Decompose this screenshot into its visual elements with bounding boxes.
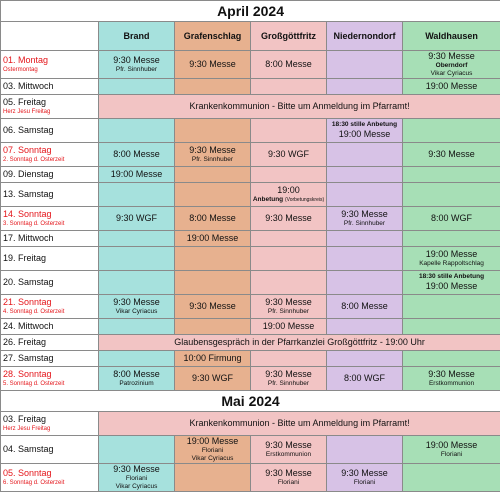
event-cell: [175, 367, 251, 391]
event-time: 8:00 Messe: [113, 149, 160, 159]
date-label: 26. Freitag: [3, 337, 47, 347]
date-cell: [1, 119, 99, 143]
date-label: 04. Samstag: [3, 444, 54, 454]
notice-cell: Glaubensgespräch in der Pfarrkanzlei Großgöttfritz - 19:00 Uhr: [99, 335, 500, 351]
event-note: Kapelle Rappoltschlag: [419, 260, 484, 267]
event-time: 9:30 WGF: [267, 149, 309, 159]
event-cell: [251, 436, 327, 464]
event-cell: [175, 351, 251, 367]
day-row: [1, 247, 500, 271]
day-row: [1, 367, 500, 391]
event-note: Vikar Cyriacus: [191, 455, 234, 462]
event-cell: [175, 143, 251, 167]
date-label: 19. Freitag: [3, 253, 47, 263]
date-label: 03. Mittwoch: [3, 81, 54, 91]
event-cell: [251, 143, 327, 167]
event-cell: [175, 436, 251, 464]
event-time: 9:30 Messe: [265, 297, 312, 307]
event-cell: [99, 183, 175, 207]
day-row: [1, 335, 500, 351]
event-cell: [99, 295, 175, 319]
event-cell: [99, 271, 175, 295]
schedule-body: [1, 1, 500, 492]
event-note: Pfr. Sinnhuber: [115, 66, 158, 73]
event-time: 19:00 Messe: [425, 281, 478, 291]
column-header: Brand: [99, 22, 175, 51]
date-sublabel: 3. Sonntag d. Osterzeit: [3, 221, 65, 227]
event-cell: [251, 247, 327, 271]
event-time: 19:00 Messe: [425, 249, 478, 259]
day-row: [1, 436, 500, 464]
event-cell: [327, 143, 403, 167]
event-time: 8:00 WGF: [431, 213, 473, 223]
event-cell: [175, 247, 251, 271]
date-label: 24. Mittwoch: [3, 321, 54, 331]
event-note: Pfr. Sinnhuber: [191, 156, 234, 163]
event-cell: [403, 143, 500, 167]
event-note: Vikar Cyriacus: [115, 308, 158, 315]
event-time: 9:30 Messe: [265, 468, 312, 478]
event-cell: [327, 351, 403, 367]
event-cell: [327, 207, 403, 231]
month-title: April 2024: [1, 1, 500, 22]
header-blank: [1, 22, 99, 51]
day-row: [1, 95, 500, 119]
day-row: [1, 51, 500, 79]
event-note: Floriani: [201, 447, 224, 454]
event-cell: [327, 167, 403, 183]
date-cell: [1, 231, 99, 247]
day-row: [1, 79, 500, 95]
date-label: 06. Samstag: [3, 125, 54, 135]
event-time: 19:00 Messe: [425, 440, 478, 450]
event-cell: [403, 319, 500, 335]
event-cell: [327, 183, 403, 207]
date-cell: [1, 143, 99, 167]
event-cell: [327, 119, 403, 143]
date-cell: [1, 207, 99, 231]
event-cell: [251, 231, 327, 247]
event-note: Vikar Cyriacus: [430, 70, 473, 77]
event-cell: [403, 51, 500, 79]
event-location-text: Anbetung: [252, 196, 284, 203]
event-cell: [403, 167, 500, 183]
event-cell: [327, 271, 403, 295]
event-cell: [99, 207, 175, 231]
event-time: 19:00 Messe: [425, 81, 478, 91]
event-time: 9:30 Messe: [113, 297, 160, 307]
date-sublabel: 4. Sonntag d. Osterzeit: [3, 309, 65, 315]
event-cell: [251, 119, 327, 143]
event-cell: [99, 247, 175, 271]
event-cell: [327, 247, 403, 271]
event-cell: [251, 79, 327, 95]
header-row: [1, 22, 500, 51]
event-cell: [99, 143, 175, 167]
event-cell: [99, 464, 175, 492]
event-cell: [175, 79, 251, 95]
event-time: 19:00 Messe: [110, 169, 163, 179]
date-cell: [1, 167, 99, 183]
event-location: [403, 62, 500, 70]
event-cell: [99, 367, 175, 391]
event-note: Pfr. Sinnhuber: [267, 308, 310, 315]
day-row: [1, 183, 500, 207]
day-row: [1, 412, 500, 436]
event-cell: [403, 119, 500, 143]
event-time: 10:00 Firmung: [183, 353, 242, 363]
event-cell: [251, 183, 327, 207]
event-time: 9:30 Messe: [189, 59, 236, 69]
event-note: Floriani: [440, 451, 463, 458]
event-cell: [175, 183, 251, 207]
event-cell: [251, 167, 327, 183]
event-time: 9:30 Messe: [428, 369, 475, 379]
event-cell: [403, 367, 500, 391]
event-cell: [251, 207, 327, 231]
date-cell: [1, 183, 99, 207]
event-note: Erstkommunion: [265, 451, 312, 458]
event-cell: [251, 295, 327, 319]
event-cell: [327, 367, 403, 391]
event-cell: [99, 351, 175, 367]
event-note: Vikar Cyriacus: [115, 483, 158, 490]
event-time: 8:00 WGF: [343, 373, 385, 383]
event-time: 9:30 Messe: [189, 301, 236, 311]
event-cell: [251, 271, 327, 295]
date-label: 03. Freitag: [3, 414, 47, 424]
event-note: Pfr. Sinnhuber: [267, 380, 310, 387]
event-cell: [327, 231, 403, 247]
event-time: 8:00 Messe: [113, 369, 160, 379]
date-cell: [1, 412, 99, 436]
event-time: 9:30 Messe: [341, 468, 388, 478]
notice-cell: Krankenkommunion - Bitte um Anmeldung im Pfarramt!: [99, 95, 500, 119]
event-cell: [175, 271, 251, 295]
date-label: 05. Freitag: [3, 97, 47, 107]
date-sublabel: 6. Sonntag d. Osterzeit: [3, 480, 65, 486]
event-cell: [99, 436, 175, 464]
date-label: 09. Dienstag: [3, 169, 54, 179]
event-cell: [403, 436, 500, 464]
event-time: 9:30 Messe: [113, 464, 160, 474]
event-cell: [251, 367, 327, 391]
event-note: Floriani: [353, 479, 376, 486]
date-cell: [1, 367, 99, 391]
date-label: 20. Samstag: [3, 277, 54, 287]
event-pre: 18:30 stille Anbetung: [418, 273, 485, 280]
column-header: Waldhausen: [403, 22, 500, 51]
event-time: 9:30 Messe: [428, 149, 475, 159]
day-row: [1, 143, 500, 167]
date-sublabel: Herz Jesu Freitag: [3, 426, 51, 432]
date-label: 01. Montag: [3, 55, 49, 65]
event-pre: 18:30 stille Anbetung: [331, 121, 398, 128]
event-cell: [175, 119, 251, 143]
day-row: [1, 271, 500, 295]
event-cell: [175, 207, 251, 231]
event-cell: [99, 167, 175, 183]
event-cell: [175, 295, 251, 319]
event-time: 19:00 Messe: [186, 233, 239, 243]
date-sublabel: Ostermontag: [3, 67, 38, 73]
event-cell: [327, 436, 403, 464]
event-cell: [99, 231, 175, 247]
date-cell: [1, 95, 99, 119]
month-row: [1, 391, 500, 412]
date-cell: [1, 319, 99, 335]
event-time: 19:00: [277, 185, 300, 195]
date-sublabel: 5. Sonntag d. Osterzeit: [3, 381, 65, 387]
event-location-text: Oberndorf: [435, 62, 468, 69]
day-row: [1, 295, 500, 319]
event-cell: [251, 464, 327, 492]
event-time: 9:30 Messe: [265, 440, 312, 450]
event-cell: [327, 295, 403, 319]
date-cell: [1, 51, 99, 79]
date-cell: [1, 79, 99, 95]
event-time: 19:00 Messe: [338, 129, 391, 139]
date-label: 28. Sonntag: [3, 369, 52, 379]
date-cell: [1, 436, 99, 464]
event-time: 9:30 Messe: [113, 55, 160, 65]
date-label: 14. Sonntag: [3, 209, 52, 219]
date-label: 07. Sonntag: [3, 145, 52, 155]
event-time: 8:00 Messe: [265, 59, 312, 69]
date-label: 27. Samstag: [3, 353, 54, 363]
day-row: [1, 231, 500, 247]
event-time: 9:30 Messe: [189, 145, 236, 155]
event-cell: [403, 351, 500, 367]
date-label: 17. Mittwoch: [3, 233, 54, 243]
event-cell: [175, 51, 251, 79]
day-row: [1, 351, 500, 367]
date-label: 05. Sonntag: [3, 468, 52, 478]
event-cell: [175, 167, 251, 183]
date-sublabel: Herz Jesu Freitag: [3, 109, 51, 115]
event-time: 9:30 WGF: [191, 373, 233, 383]
event-cell: [403, 79, 500, 95]
date-cell: [1, 335, 99, 351]
date-sublabel: 2. Sonntag d. Osterzeit: [3, 157, 65, 163]
column-header: Großgöttfritz: [251, 22, 327, 51]
event-cell: [403, 207, 500, 231]
event-note: Floriani: [125, 475, 148, 482]
column-header: Grafenschlag: [175, 22, 251, 51]
event-cell: [175, 319, 251, 335]
month-title: Mai 2024: [1, 391, 500, 412]
date-cell: [1, 247, 99, 271]
event-note: Floriani: [277, 479, 300, 486]
event-cell: [175, 464, 251, 492]
day-row: [1, 464, 500, 492]
date-cell: [1, 464, 99, 492]
event-time: 9:30 Messe: [265, 369, 312, 379]
event-cell: [403, 271, 500, 295]
event-cell: [403, 231, 500, 247]
event-cell: [327, 79, 403, 95]
event-cell: [99, 51, 175, 79]
date-label: 21. Sonntag: [3, 297, 52, 307]
event-cell: [99, 79, 175, 95]
date-cell: [1, 271, 99, 295]
date-label: 13. Samstag: [3, 189, 54, 199]
day-row: [1, 119, 500, 143]
event-cell: [251, 351, 327, 367]
event-time: 19:00 Messe: [186, 436, 239, 446]
event-cell: [251, 51, 327, 79]
day-row: [1, 167, 500, 183]
event-location: [251, 196, 326, 204]
event-time: 9:30 Messe: [341, 209, 388, 219]
event-cell: [403, 464, 500, 492]
event-cell: [99, 319, 175, 335]
event-note: Erstkommunion: [428, 380, 475, 387]
event-time: 8:00 Messe: [189, 213, 236, 223]
event-time: 8:00 Messe: [341, 301, 388, 311]
event-cell: [327, 319, 403, 335]
month-row: [1, 1, 500, 22]
event-cell: [327, 464, 403, 492]
event-time: 9:30 Messe: [265, 213, 312, 223]
event-cell: [99, 119, 175, 143]
event-time: 9:30 Messe: [428, 51, 475, 61]
event-note: Pfr. Sinnhuber: [343, 220, 386, 227]
event-cell: [403, 183, 500, 207]
date-cell: [1, 351, 99, 367]
event-cell: [251, 319, 327, 335]
event-cell: [327, 51, 403, 79]
day-row: [1, 207, 500, 231]
event-location-sub: (Vorbetungskreis): [284, 197, 325, 203]
event-time: 9:30 WGF: [115, 213, 157, 223]
event-time: 19:00 Messe: [262, 321, 315, 331]
date-cell: [1, 295, 99, 319]
event-cell: [403, 247, 500, 271]
event-cell: [175, 231, 251, 247]
column-header: Niedernondorf: [327, 22, 403, 51]
event-cell: [403, 295, 500, 319]
notice-cell: Krankenkommunion - Bitte um Anmeldung im Pfarramt!: [99, 412, 500, 436]
event-note: Patrozinium: [119, 380, 154, 387]
day-row: [1, 319, 500, 335]
